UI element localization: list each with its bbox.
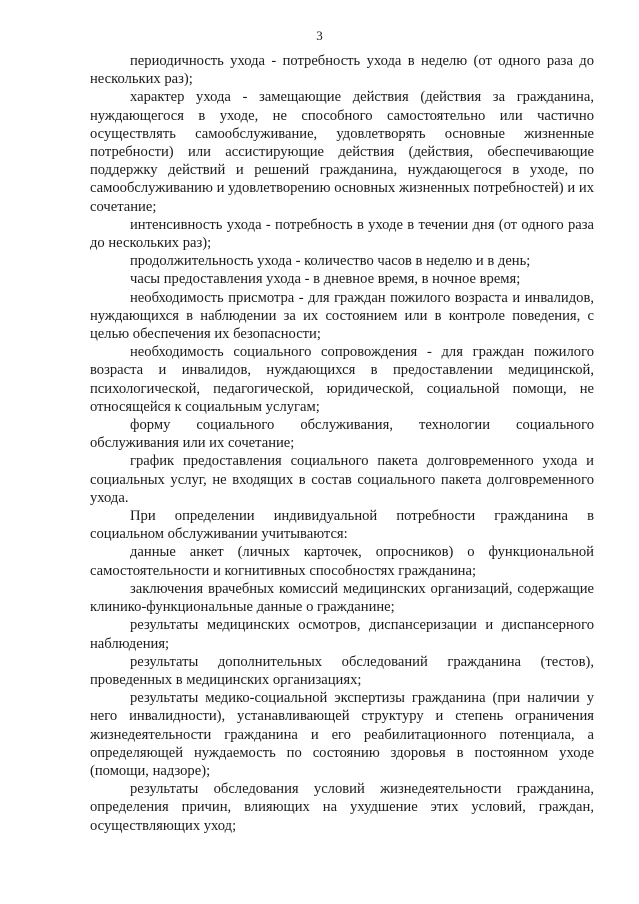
paragraph-medical-exams: результаты медицинских осмотров, диспансеризации и диспансерного наблюдения; [90, 617, 594, 652]
paragraph-need-determination-intro: При определении индивидуальной потребности гражданина в социальном обслуживании учитываются: [90, 508, 594, 543]
paragraph-care-character: характер ухода - замещающие действия (действия за гражданина, нуждающегося в уходе, не способного самостоятельно или частично осуществлять самообслуживание, удовлетворять основные жизненные потребности) или ассистирующие действия (действия, обеспечивающие поддержку действий и решений гражданина, нуждающегося в уходе, по самообслуживанию и удовлетворению основных жизненных потребностей) и их сочетание; [90, 89, 594, 215]
paragraph-care-hours: часы предоставления ухода - в дневное время, в ночное время; [130, 271, 521, 288]
paragraph-service-form: форму социального обслуживания, технологии социального обслуживания или их сочетание; [90, 417, 594, 452]
paragraph-care-periodicity: периодичность ухода - потребность ухода в неделю (от одного раза до нескольких раз); [90, 53, 594, 88]
paragraph-questionnaire-data: данные анкет (личных карточек, опросников) о функциональной самостоятельности и когнитивных способностях гражданина; [90, 544, 594, 579]
paragraph-disability-assessment: результаты медико-социальной экспертизы гражданина (при наличии у него инвалидности), устанавливающей структуру и степень ограничения жизнедеятельности гражданина и его реабилитационного потенциала, а определяющей нуждаемость по состоянию здоровья в постоянном уходе (помощи, надзоре); [90, 690, 594, 779]
paragraph-social-support-need: необходимость социального сопровождения - для граждан пожилого возраста и инвалидов, нуждающихся в предоставлении медицинской, психологической, педагогической, юридической, социальной помощи, не относящейся к социальным услугам; [90, 344, 594, 415]
paragraph-medical-commission: заключения врачебных комиссий медицинских организаций, содержащие клинико-функциональные данные о гражданине; [90, 580, 594, 616]
paragraph-care-intensity: интенсивность ухода - потребность в уходе в течении дня (от одного раза до нескольких раз); [90, 216, 594, 252]
page-number: 3 [316, 28, 323, 43]
paragraph-care-duration: продолжительность ухода - количество часов в неделю и в день; [130, 253, 531, 270]
document-body [90, 52, 594, 835]
paragraph-care-schedule: график предоставления социального пакета долговременного ухода и социальных услуг, не входящих в состав социального пакета долговременного ухода. [90, 453, 594, 506]
paragraph-living-conditions: результаты обследования условий жизнедеятельности гражданина, определения причин, влияющих на ухудшение этих условий, граждан, осуществляющих уход; [90, 781, 594, 834]
paragraph-additional-tests: результаты дополнительных обследований гражданина (тестов), проведенных в медицинских организациях; [90, 653, 594, 688]
paragraph-supervision-need: необходимость присмотра - для граждан пожилого возраста и инвалидов, нуждающихся в наблюдении за их состоянием или в контроле поведения, с целью обеспечения их безопасности; [90, 289, 594, 343]
